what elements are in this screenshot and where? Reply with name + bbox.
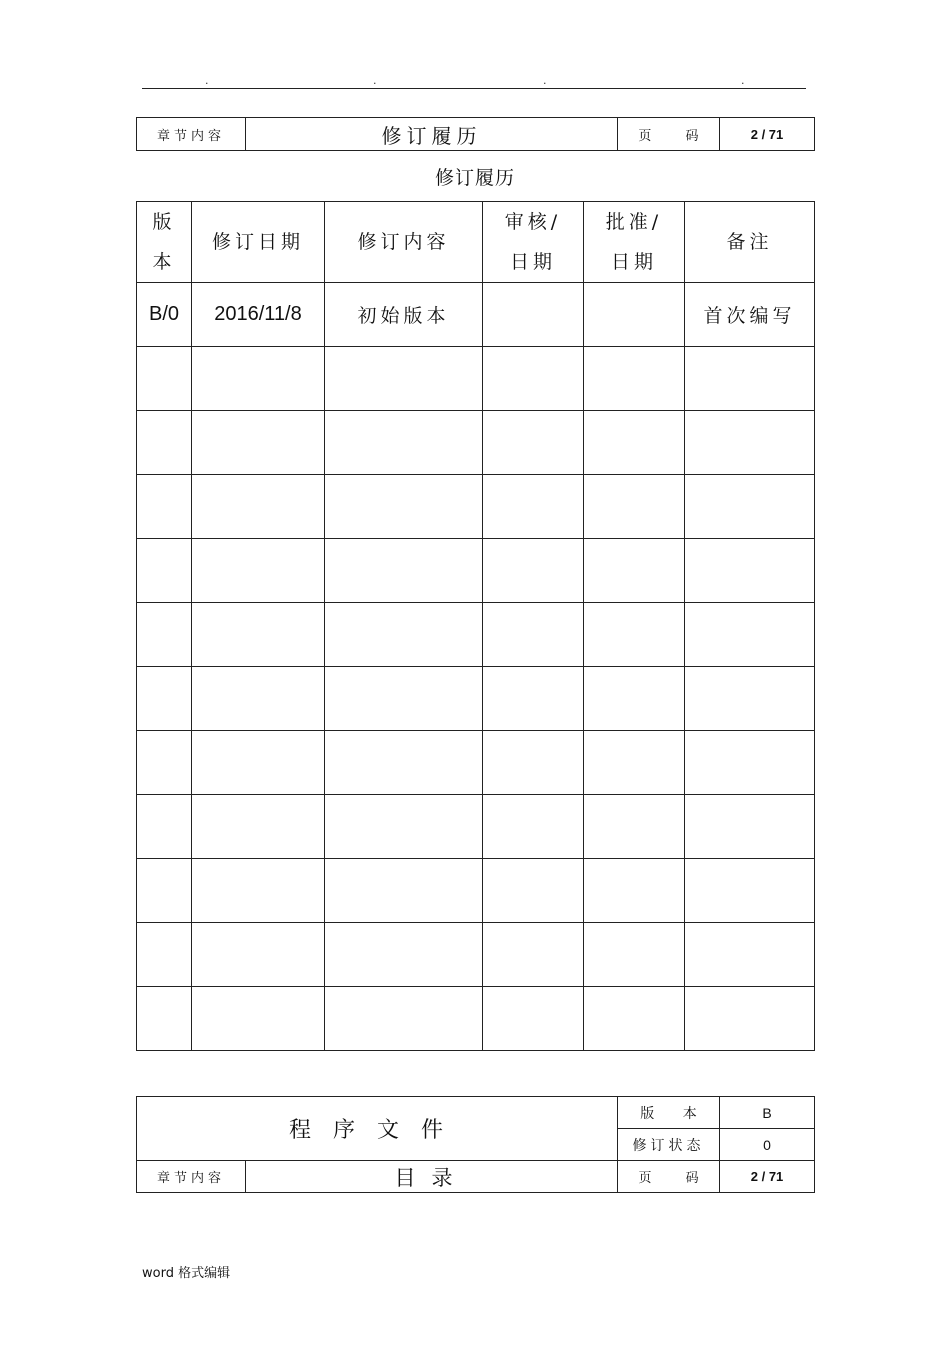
table-header-row	[137, 202, 815, 283]
footer-section-title: 目录	[246, 1161, 618, 1193]
empty-cell	[483, 859, 584, 923]
table-row	[137, 987, 815, 1051]
empty-cell	[137, 603, 192, 667]
empty-cell	[483, 731, 584, 795]
column-header-note: 备注	[685, 202, 815, 283]
header-dot: .	[205, 74, 209, 87]
empty-cell	[137, 923, 192, 987]
empty-cell	[685, 539, 815, 603]
empty-cell	[137, 411, 192, 475]
empty-cell	[584, 923, 685, 987]
empty-rows	[137, 347, 815, 1051]
empty-cell	[192, 603, 325, 667]
empty-cell	[483, 923, 584, 987]
empty-cell	[685, 347, 815, 411]
column-header-line: 日期	[610, 251, 657, 273]
watermark-text: word 格式编辑	[142, 1266, 231, 1281]
column-header-content: 修订内容	[325, 202, 483, 283]
empty-cell	[137, 987, 192, 1051]
table-row	[137, 411, 815, 475]
empty-cell	[685, 731, 815, 795]
footer-section-label: 章节内容	[137, 1161, 246, 1193]
empty-cell	[584, 475, 685, 539]
section-title: 修订履历	[246, 118, 618, 151]
empty-cell	[325, 987, 483, 1051]
empty-cell	[685, 859, 815, 923]
empty-cell	[192, 731, 325, 795]
column-header-version	[137, 202, 192, 283]
table-row	[137, 667, 815, 731]
empty-cell	[685, 411, 815, 475]
cell-note: 首次编写	[685, 283, 815, 347]
empty-cell	[192, 923, 325, 987]
revision-label: 修订状态	[618, 1129, 720, 1161]
empty-cell	[137, 539, 192, 603]
document-title: 修订履历	[434, 167, 515, 189]
page-footer-table	[136, 1096, 815, 1193]
cell-date: 2016/11/8	[192, 283, 325, 347]
column-header-approve	[584, 202, 685, 283]
table-row	[137, 859, 815, 923]
empty-cell	[483, 795, 584, 859]
column-header-line: 审核/	[504, 211, 562, 233]
cell-version: B/0	[137, 283, 192, 347]
column-header-line: 日期	[509, 251, 556, 273]
empty-cell	[584, 411, 685, 475]
table-row	[137, 475, 815, 539]
empty-cell	[584, 987, 685, 1051]
page-number: 2 / 71	[720, 118, 815, 151]
column-header-date: 修订日期	[192, 202, 325, 283]
empty-cell	[483, 987, 584, 1051]
empty-cell	[685, 923, 815, 987]
empty-cell	[137, 667, 192, 731]
table-row	[137, 923, 815, 987]
empty-cell	[325, 859, 483, 923]
page-header-table	[136, 117, 815, 151]
doc-type-title: 程序文件	[137, 1097, 618, 1161]
header-rule	[142, 88, 806, 89]
table-row	[137, 283, 815, 347]
empty-cell	[483, 667, 584, 731]
empty-cell	[192, 667, 325, 731]
empty-cell	[137, 347, 192, 411]
column-header-review	[483, 202, 584, 283]
empty-cell	[325, 347, 483, 411]
empty-cell	[192, 347, 325, 411]
version-value: B	[720, 1097, 815, 1129]
column-header-line: 版	[152, 211, 176, 233]
empty-cell	[137, 475, 192, 539]
empty-cell	[483, 347, 584, 411]
table-row	[137, 795, 815, 859]
page-label: 页 码	[618, 118, 720, 151]
footer-page-number: 2 / 71	[720, 1161, 815, 1193]
empty-cell	[137, 731, 192, 795]
version-label: 版 本	[618, 1097, 720, 1129]
empty-cell	[584, 859, 685, 923]
empty-cell	[192, 795, 325, 859]
header-dot: .	[543, 74, 547, 87]
empty-cell	[483, 475, 584, 539]
revision-history-table	[136, 201, 815, 1051]
table-row	[137, 347, 815, 411]
empty-cell	[325, 731, 483, 795]
empty-cell	[325, 475, 483, 539]
cell-approve	[584, 283, 685, 347]
empty-cell	[192, 411, 325, 475]
empty-cell	[192, 859, 325, 923]
empty-cell	[325, 923, 483, 987]
header-dot: .	[373, 74, 377, 87]
empty-cell	[325, 411, 483, 475]
header-dot: .	[741, 74, 745, 87]
column-header-line: 本	[152, 251, 176, 273]
empty-cell	[584, 731, 685, 795]
empty-cell	[483, 539, 584, 603]
empty-cell	[325, 539, 483, 603]
empty-cell	[685, 667, 815, 731]
empty-cell	[685, 795, 815, 859]
empty-cell	[584, 603, 685, 667]
table-row	[137, 603, 815, 667]
empty-cell	[685, 475, 815, 539]
cell-content: 初始版本	[325, 283, 483, 347]
empty-cell	[584, 795, 685, 859]
empty-cell	[584, 539, 685, 603]
column-header-line: 批准/	[605, 211, 663, 233]
empty-cell	[483, 411, 584, 475]
empty-cell	[685, 987, 815, 1051]
footer-page-label: 页 码	[618, 1161, 720, 1193]
empty-cell	[325, 795, 483, 859]
empty-cell	[137, 859, 192, 923]
empty-cell	[584, 667, 685, 731]
empty-cell	[137, 795, 192, 859]
table-row	[137, 539, 815, 603]
empty-cell	[325, 603, 483, 667]
section-label: 章节内容	[137, 118, 246, 151]
empty-cell	[192, 539, 325, 603]
empty-cell	[685, 603, 815, 667]
empty-cell	[325, 667, 483, 731]
revision-value: 0	[720, 1129, 815, 1161]
empty-cell	[483, 603, 584, 667]
table-row	[137, 731, 815, 795]
empty-cell	[192, 475, 325, 539]
empty-cell	[192, 987, 325, 1051]
cell-review	[483, 283, 584, 347]
empty-cell	[584, 347, 685, 411]
